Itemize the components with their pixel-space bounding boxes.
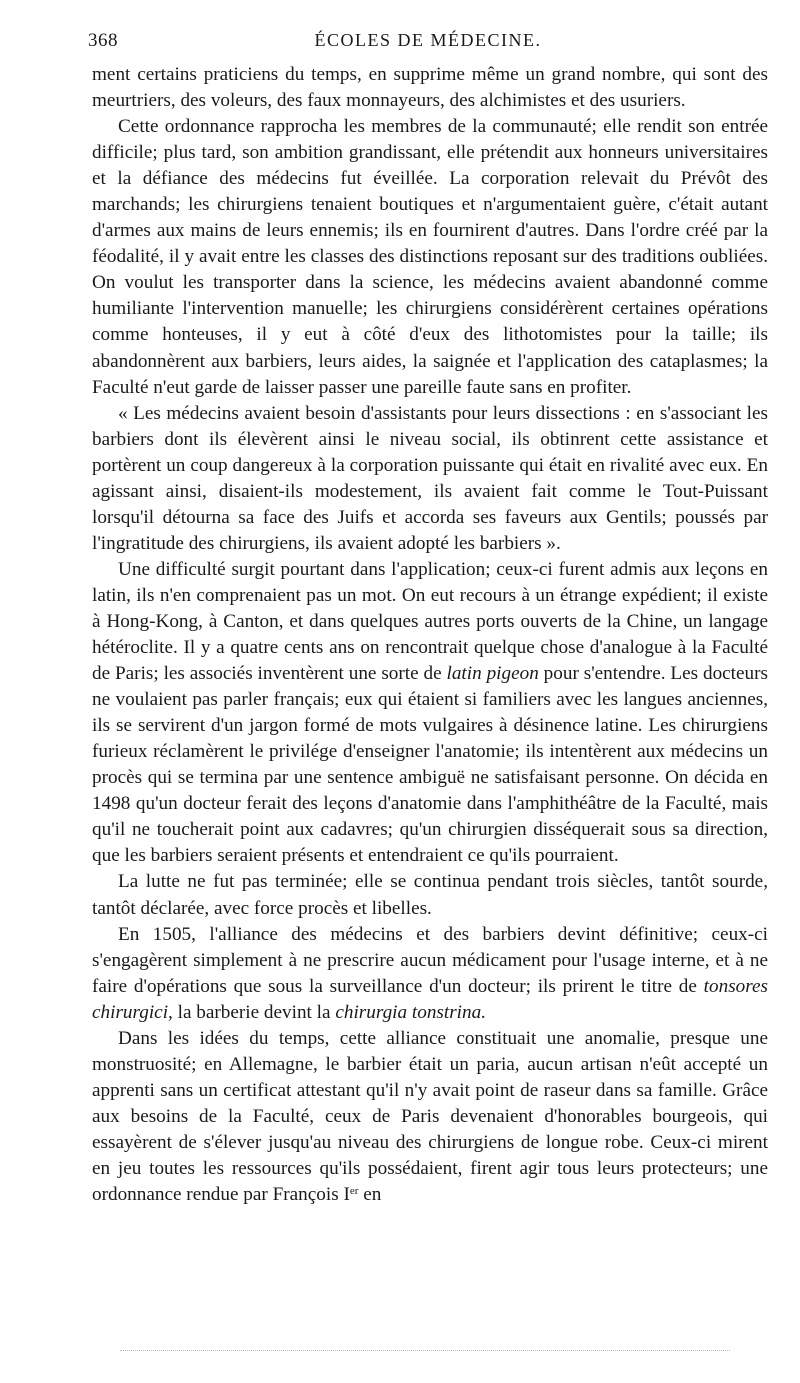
paragraph-text: la barberie devint la [172, 1001, 336, 1023]
paragraph [92, 869, 768, 921]
superscript: er [349, 1185, 359, 1198]
paragraph [92, 922, 768, 1026]
paragraph-text: Dans les idées du temps, cette alliance constituait une anomalie, presque une monstruosité; en Allemagne, le barbier était un paria, aucun artisan n'eût accepté un apprenti sans un certificat attestant qu'il n'y avait point de raseur dans sa famille. Grâce aux besoins de la Faculté, ceux de Paris devenaient d'honorables bourgeois, qui essayèrent de s'élever jusqu'au niveau des chirurgiens de longue robe. Ceux-ci mirent en jeu toutes les ressources qu'ils possédaient, firent agir tous leurs protecteurs; une ordonnance rendue par François I [92, 1027, 768, 1206]
italic-term: latin pigeon [446, 663, 539, 685]
paragraph-text: « Les médecins avaient besoin d'assistants pour leurs dissections : en s'associant les barbiers dont ils élevèrent ainsi le niveau social, ils obtinrent cette assistance et portèrent un coup dangereux à la corporation puissante qui était en rivalité avec eux. En agissant ainsi, disaient-ils modestement, ils avaient fait comme le Tout-Puissant lorsqu'il détourna sa face des Juifs et accorda ses faveurs aux Gentils; poussés par l'ingratitude des chirurgiens, ils avaient adopté les barbiers ». [92, 402, 768, 554]
paragraph-text: Cette ordonnance rapprocha les membres de la communauté; elle rendit son entrée difficile; plus tard, son ambition grandissant, elle prétendit aux honneurs universitaires et la défiance des médecins fut éveillée. La corporation relevait du Prévôt des marchands; les chirurgiens tenaient boutiques et n'argumentaient guère, c'était autant d'armes aux mains de leurs ennemis; ils en fournirent d'autres. Dans l'ordre créé par la féodalité, il y avait entre les classes des distinctions reposant sur des traditions oubliées. On voulut les transporter dans la science, les médecins avaient abandonné comme humiliante l'intervention manuelle; les chirurgiens considérèrent certaines opérations comme honteuses, il y eut à côté d'eux des lithotomistes pour la taille; ils abandonnèrent aux barbiers, leurs aides, la saignée et l'application des cataplasmes; la Faculté n'eut garde de laisser passer une pareille faute sans en profiter. [92, 116, 768, 398]
paragraph [92, 62, 768, 114]
paragraph-text: La lutte ne fut pas terminée; elle se continua pendant trois siècles, tantôt sourde, tantôt déclarée, avec force procès et libelles. [92, 871, 768, 919]
footnote-divider [120, 1350, 730, 1351]
paragraph [92, 557, 768, 870]
running-title: ÉCOLES DE MÉDECINE. [314, 30, 542, 50]
paragraph [92, 114, 768, 401]
italic-term: tonsores chirurgici, [92, 975, 768, 1023]
page-number: 368 [88, 30, 118, 51]
paragraph-text: En 1505, l'alliance des médecins et des barbiers devint définitive; ceux-ci s'engagèrent simplement à ne prescrire aucun médicament pour l'usage interne, et à ne faire d'opérations que sous la surveillance d'un docteur; ils prirent le titre de [92, 923, 768, 997]
paragraph-text: Une difficulté surgit pourtant dans l'application; ceux-ci furent admis aux leçons en latin, ils n'en comprenaient pas un mot. On eut recours à un étrange expédient; il existe à Hong-Kong, à Canton, et dans quelques autres ports ouverts de la Chine, un langage hétéroclite. Il y a quatre cents ans on rencontrait quelque chose d'analogue à la Faculté de Paris; les associés inventèrent une sorte de [92, 558, 768, 685]
page-header [88, 28, 768, 56]
italic-term: chirurgia tonstrina. [335, 1001, 486, 1023]
body-text [92, 62, 768, 1208]
paragraph-text: pour s'entendre. Les docteurs ne voulaient pas parler français; eux qui étaient si familiers avec les langues anciennes, ils se servirent d'un jargon formé de mots vulgaires à désinence latine. Les chirurgiens furieux réclamèrent le privilége d'enseigner l'anatomie; ils intentèrent aux médecins un procès qui se termina par une sentence ambiguë ne satisfaisant personne. On décida en 1498 qu'un docteur ferait des leçons d'anatomie dans l'amphithéâtre de la Faculté, mais qu'il ne toucherait point aux cadavres; qu'un chirurgien disséquerait sous sa direction, que les barbiers seraient présents et entendraient ce qu'ils pourraient. [92, 663, 768, 867]
paragraph-text: ment certains praticiens du temps, en supprime même un grand nombre, qui sont des meurtriers, des voleurs, des faux monnayeurs, des alchimistes et des usuriers. [92, 64, 768, 112]
paragraph [92, 401, 768, 557]
paragraph-text: en [358, 1184, 382, 1206]
paragraph [92, 1026, 768, 1208]
